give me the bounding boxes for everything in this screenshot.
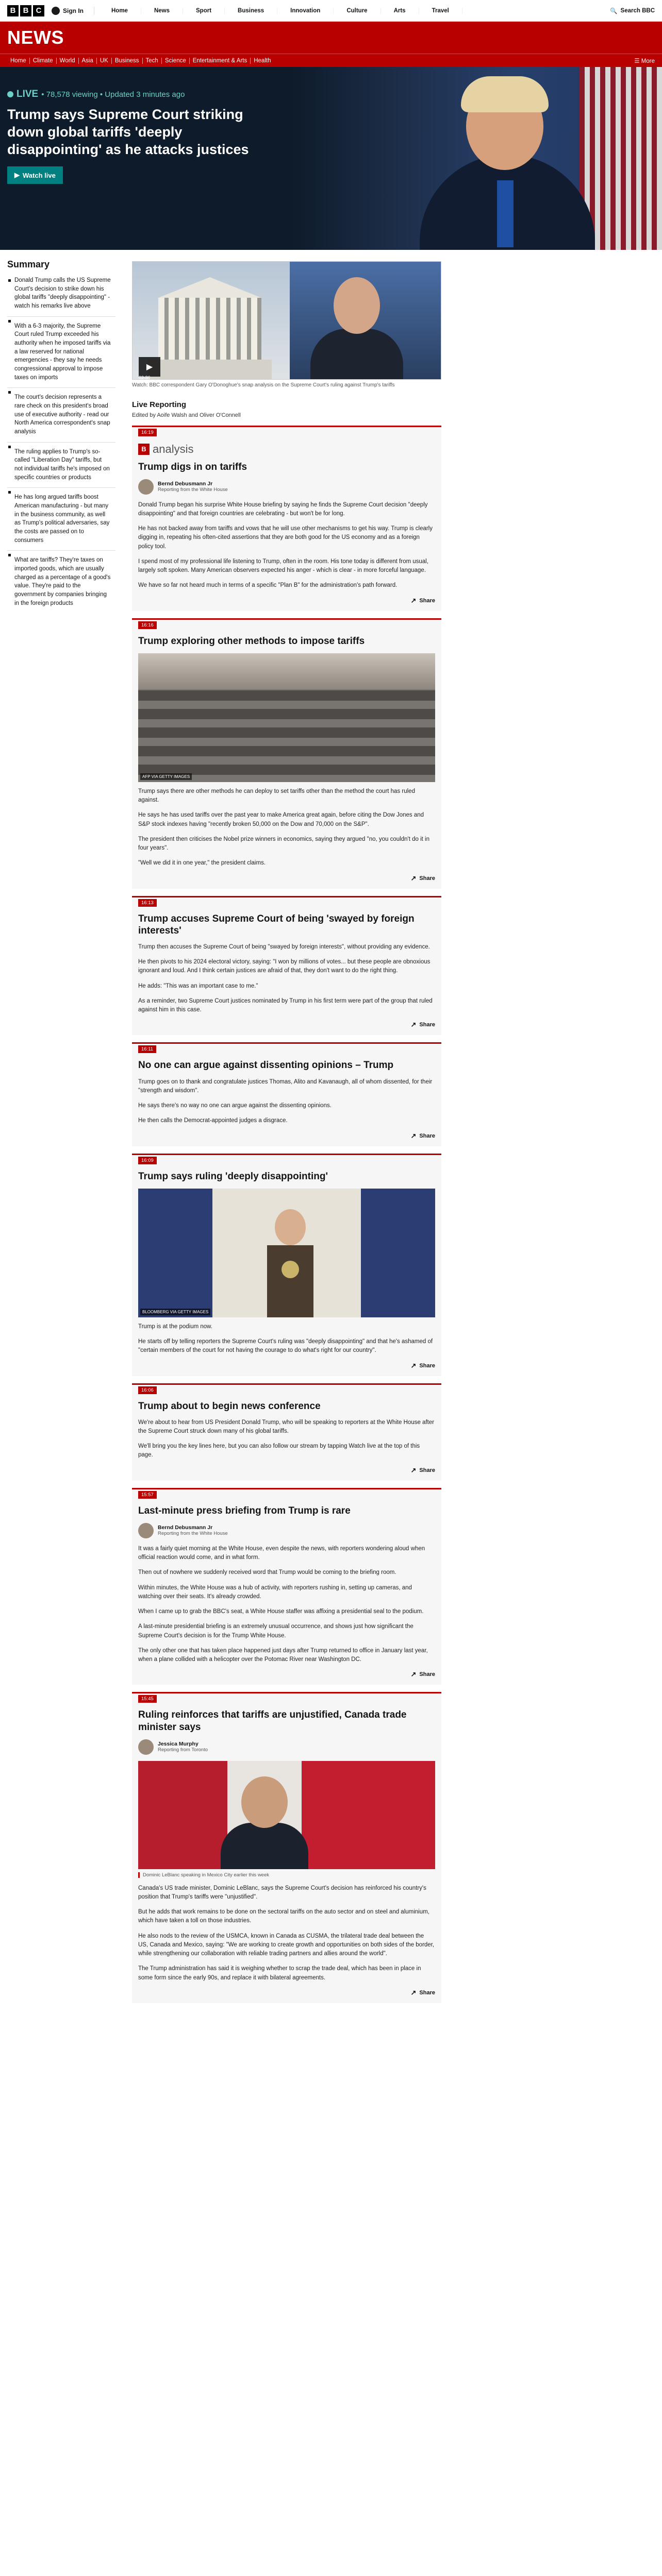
photo-credit: BLOOMBERG VIA GETTY IMAGES — [140, 1309, 210, 1315]
nav-science[interactable]: Science — [162, 58, 190, 64]
summary-item: What are tariffs? They're taxes on imported goods, which are usually charged as a percentage of a good's value. They're paid to the government by companies bringing in the foreign products — [7, 550, 115, 607]
share-label: Share — [419, 875, 435, 882]
live-post — [132, 1154, 441, 1376]
post-time: 16:19 — [138, 429, 157, 436]
post-paragraph: When I came up to grab the BBC's seat, a White House staffer was affixing a presidential seal to the podium. — [138, 1608, 424, 1615]
news-logo[interactable]: NEWS — [7, 27, 64, 48]
live-label: LIVE — [16, 89, 39, 99]
post-time: 16:06 — [138, 1386, 157, 1394]
post-time: 16:13 — [138, 899, 157, 907]
share-button[interactable] — [138, 1670, 435, 1679]
share-icon: ↗ — [410, 874, 417, 882]
post-paragraph: Trump says there are other methods he can deploy to set tariffs other than the method the court has ruled against. — [138, 788, 415, 804]
post-paragraph: It was a fairly quiet morning at the White House, even despite the news, with reporters wondering aloud when official reaction would come, and in what form. — [138, 1545, 425, 1561]
share-icon: ↗ — [410, 1131, 417, 1140]
live-feed — [132, 250, 441, 2003]
share-icon: ↗ — [410, 596, 417, 604]
post-paragraph: The Trump administration has said it is weighing whether to scrap the trade deal, which has been in place in some form since the early 90s, and replace it with bilateral agreements. — [138, 1965, 421, 1981]
play-video-button[interactable] — [139, 357, 160, 377]
search-icon: 🔍 — [610, 8, 618, 14]
summary-item: The ruling applies to Trump's so-called "Liberation Day" tariffs, but not individual tariffs he's imposed on specific countries or products — [7, 442, 115, 482]
share-button[interactable] — [138, 1021, 435, 1029]
post-paragraph: Trump then accuses the Supreme Court of being "swayed by foreign interests", without providing any evidence. — [138, 943, 430, 950]
tie-shape — [497, 180, 514, 247]
post-paragraph: He also nods to the review of the USMCA, known in Canada as CUSMA, the trilateral trade deal between the US, Canada and Mexico, saying: "We are working to create growth and opportunities on both sides of the border, while strengthening our collaboration with reliable trading partners and allies around the world". — [138, 1933, 435, 1957]
share-button[interactable] — [138, 1132, 435, 1140]
video-caption: Watch: BBC correspondent Gary O'Donoghue's snap analysis on the Supreme Court's ruling against Trump's tariffs — [132, 382, 395, 388]
summary-item: Donald Trump calls the US Supreme Court's decision to strike down his global tariffs "deeply disappointing" - watch his remarks live above — [7, 276, 115, 311]
post-author — [138, 1523, 435, 1538]
post-paragraph: Then out of nowhere we suddenly received word that Trump would be coming to the briefing room. — [138, 1569, 396, 1576]
post-title: No one can argue against dissenting opinions – Trump — [138, 1060, 394, 1071]
post-time: 16:11 — [138, 1045, 156, 1053]
post-paragraph: He has not backed away from tariffs and vows that he will use other mechanisms to get his way. Trump is clearly digging in, repeating his often-cited assertions that they are both good for the US economy and as a foreign policy tool. — [138, 526, 433, 550]
analysis-badge: B analysis — [138, 443, 435, 456]
news-banner — [0, 22, 662, 54]
share-icon: ↗ — [410, 1466, 417, 1474]
logo-letter: B — [20, 5, 31, 16]
play-icon: ▶ — [14, 171, 20, 179]
share-label: Share — [419, 1671, 435, 1678]
summary-item: With a 6-3 majority, the Supreme Court ruled Trump exceeded his authority when he imposed tariffs via a law reserved for national emergencies - they say he needs congressional approval to impose taxes on imports — [7, 316, 115, 382]
post-title: Trump accuses Supreme Court of being 'swayed by foreign interests' — [138, 913, 415, 936]
nav-climate[interactable]: Climate — [30, 58, 57, 64]
post-paragraph: "Well we did it in one year," the president claims. — [138, 860, 266, 867]
live-reporting-title: Live Reporting — [132, 400, 187, 409]
play-icon: ▶ — [146, 363, 153, 371]
search-label: Search BBC — [620, 7, 655, 14]
more-menu-button[interactable]: ☰ More — [634, 58, 655, 64]
top-nav-news[interactable]: News — [141, 8, 183, 14]
video-duration: 02:36 — [139, 375, 151, 380]
hair-shape — [461, 76, 549, 112]
post-paragraph: He then pivots to his 2024 electoral victory, saying: "I won by millions of votes... but these people are obnoxious ignorant and loud. And I think certain justices are afraid of that, they don't want to do the right thing. — [138, 959, 431, 974]
summary-item: He has long argued tariffs boost American manufacturing - but many in the business community, as well as Trump's political adversaries, say the costs are passed on to consumers — [7, 487, 115, 545]
post-paragraph: A last-minute presidential briefing is an extremely unusual occurrence, and shows just how significant the Supreme Court's decision is for the Trump White House. — [138, 1623, 413, 1639]
post-paragraph: He says he has used tariffs over the past year to make America great again, before citing the Dow Jones and S&P stock indexes having "recently broken 50,000 on the Dow and 70,000 on the S&P". — [138, 812, 424, 827]
post-author — [138, 479, 435, 495]
post-paragraph: Within minutes, the White House was a hub of activity, with reporters rushing in, setting up cameras, and watching over their seats. It's already crowded. — [138, 1584, 412, 1600]
live-post — [132, 1383, 441, 1481]
share-label: Share — [419, 1132, 435, 1139]
photo-caption: Dominic LeBlanc speaking in Mexico City earlier this week — [138, 1872, 435, 1878]
live-dot-icon — [7, 91, 13, 97]
nav-health[interactable]: Health — [254, 57, 271, 64]
post-paragraph: Canada's US trade minister, Dominic LeBlanc, says the Supreme Court's decision has reinforced his country's position that Trump's tariffs were "unjustified". — [138, 1885, 426, 1900]
top-nav-sport[interactable]: Sport — [183, 8, 225, 14]
top-nav-travel[interactable]: Travel — [419, 8, 462, 14]
post-paragraph: The only other one that has taken place happened just days after Trump returned to office in January last year, when a plane collided with a helicopter over the Potomac River near Washington DC. — [138, 1647, 428, 1663]
author-role: Reporting from Toronto — [158, 1747, 208, 1753]
post-time: 16:09 — [138, 1157, 157, 1164]
sign-in-button[interactable] — [52, 7, 94, 15]
top-nav-home[interactable]: Home — [98, 8, 141, 14]
hero-image — [291, 67, 662, 250]
live-post — [132, 896, 441, 1036]
post-time: 15:57 — [138, 1491, 157, 1499]
author-name: Bernd Debusmann Jr — [158, 1524, 213, 1531]
top-nav-business[interactable]: Business — [225, 8, 277, 14]
sign-in-label: Sign In — [63, 7, 84, 14]
avatar — [138, 1523, 154, 1538]
correspondent-image — [290, 262, 441, 379]
nav-uk[interactable]: UK — [97, 58, 112, 64]
logo-letter: C — [33, 5, 44, 16]
nav-asia[interactable]: Asia — [79, 58, 97, 64]
author-name: Bernd Debusmann Jr — [158, 481, 213, 487]
share-button[interactable] — [138, 1989, 435, 1997]
author-name: Jessica Murphy — [158, 1741, 198, 1748]
summary-panel — [7, 250, 115, 2003]
live-post — [132, 1692, 441, 2003]
post-title: Trump digs in on tariffs — [138, 461, 247, 472]
share-label: Share — [419, 597, 435, 604]
user-icon — [52, 7, 60, 15]
nav-business[interactable]: Business — [112, 58, 143, 64]
live-hero — [0, 67, 662, 250]
post-photo — [138, 1189, 435, 1317]
post-time: 15:45 — [138, 1695, 157, 1703]
section-nav — [0, 54, 662, 67]
editors-line: Edited by Aoife Walsh and Oliver O'Connell — [132, 412, 241, 418]
post-paragraph: We have so far not heard much in terms of a specific "Plan B" for the administration's path forward. — [138, 582, 398, 589]
live-badge — [7, 89, 265, 100]
summary-item: The court's decision represents a rare check on this president's broad use of executive authority - read our North America correspondent's snap analysis — [7, 387, 115, 436]
search-button[interactable] — [605, 7, 655, 14]
nav-tech[interactable]: Tech — [143, 58, 162, 64]
video-player[interactable] — [132, 261, 441, 380]
post-photo — [138, 653, 435, 782]
share-button[interactable] — [138, 597, 435, 605]
post-paragraph: Donald Trump began his surprise White House briefing by saying he finds the Supreme Court decision "deeply disappointing" and that foreign countries are celebrating - but won't be for long. — [138, 501, 428, 517]
post-author — [138, 1739, 435, 1755]
post-paragraph: As a reminder, two Supreme Court justices nominated by Trump in his first term were part of the group that ruled against him in this case. — [138, 997, 433, 1013]
share-button[interactable] — [138, 1362, 435, 1370]
post-paragraph: He says there's no way no one can argue against the dissenting opinions. — [138, 1103, 332, 1109]
share-button[interactable] — [138, 874, 435, 883]
nav-entertainment[interactable]: Entertainment & Arts — [190, 58, 251, 64]
post-paragraph: Trump is at the podium now. — [138, 1323, 213, 1330]
post-title: Ruling reinforces that tariffs are unjustified, Canada trade minister says — [138, 1709, 407, 1733]
post-title: Last-minute press briefing from Trump is rare — [138, 1505, 351, 1516]
analysis-label: analysis — [153, 442, 194, 455]
post-paragraph: The president then criticises the Nobel prize winners in economics, saying they argued "no, you couldn't do it in four years". — [138, 836, 429, 852]
global-header — [0, 0, 662, 22]
post-time: 16:16 — [138, 621, 157, 629]
post-paragraph: We'll bring you the key lines here, but you can also follow our stream by tapping Watch live at the top of this page. — [138, 1443, 420, 1459]
author-role: Reporting from the White House — [158, 1531, 228, 1537]
share-icon: ↗ — [410, 1021, 417, 1029]
nav-home[interactable]: Home — [7, 58, 30, 64]
post-paragraph: He then calls the Democrat-appointed judges a disgrace. — [138, 1117, 288, 1124]
viewing-meta: • 78,578 viewing • Updated 3 minutes ago — [41, 90, 185, 99]
photo-credit: AFP VIA GETTY IMAGES — [140, 773, 192, 780]
share-icon: ↗ — [410, 1361, 417, 1369]
nav-world[interactable]: World — [57, 58, 79, 64]
watch-live-button[interactable] — [7, 166, 63, 184]
top-nav-innovation[interactable]: Innovation — [277, 8, 334, 14]
top-nav-culture[interactable]: Culture — [334, 8, 380, 14]
share-label: Share — [419, 1022, 435, 1028]
share-icon: ↗ — [410, 1988, 417, 1996]
logo-letter: B — [7, 5, 19, 16]
share-label: Share — [419, 1467, 435, 1473]
avatar — [138, 479, 154, 495]
share-label: Share — [419, 1362, 435, 1369]
post-paragraph: I spend most of my professional life listening to Trump, often in the room. His tone today is different from usual, largely soft spoken. Many American observers expected his anger - which is clear - in more forceful language. — [138, 558, 428, 574]
post-photo — [138, 1761, 435, 1869]
avatar — [138, 1739, 154, 1755]
live-post — [132, 426, 441, 611]
share-button[interactable] — [138, 1466, 435, 1475]
page-title: Trump says Supreme Court striking down global tariffs 'deeply disappointing' as he attacks justices — [7, 107, 249, 157]
post-paragraph: Trump goes on to thank and congratulate justices Thomas, Alito and Kavanaugh, all of whom dissented, for their "strength and wisdom". — [138, 1078, 433, 1094]
post-title: Trump exploring other methods to impose tariffs — [138, 635, 365, 647]
live-post — [132, 1488, 441, 1685]
summary-title: Summary — [7, 259, 50, 269]
top-nav-arts[interactable]: Arts — [381, 8, 419, 14]
post-paragraph: He starts off by telling reporters the Supreme Court's ruling was "deeply disappointing" and that he's ashamed of "certain members of the court for not having the courage to do what's right for our country". — [138, 1338, 433, 1354]
bbc-logo[interactable] — [7, 5, 44, 16]
author-role: Reporting from the White House — [158, 487, 228, 493]
post-title: Trump says ruling 'deeply disappointing' — [138, 1171, 328, 1182]
watch-live-label: Watch live — [23, 171, 56, 179]
post-paragraph: He adds: "This was an important case to me." — [138, 982, 258, 989]
post-title: Trump about to begin news conference — [138, 1400, 321, 1412]
share-icon: ↗ — [410, 1670, 417, 1679]
share-label: Share — [419, 1989, 435, 1996]
live-post — [132, 1042, 441, 1146]
post-paragraph: We're about to hear from US President Donald Trump, who will be speaking to reporters at the White House after the Supreme Court struck down many of his global tariffs. — [138, 1419, 435, 1434]
post-paragraph: But he adds that work remains to be done on the sectoral tariffs on the auto sector and on steel and aluminium, which have taken a toll on those industries. — [138, 1909, 429, 1924]
top-nav — [98, 8, 605, 14]
live-post — [132, 618, 441, 889]
